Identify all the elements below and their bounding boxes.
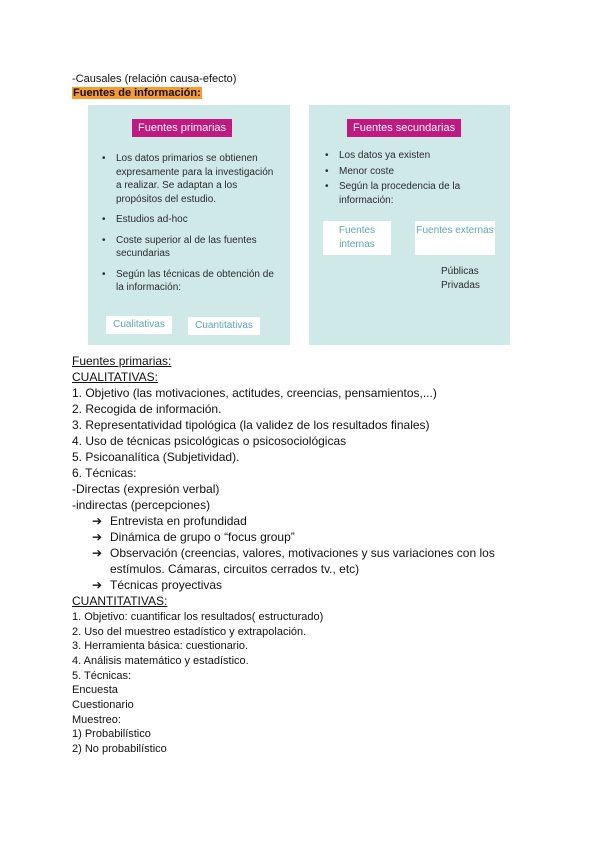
fuentes-heading-text: Fuentes de información: bbox=[73, 87, 201, 99]
cuant-item: 3. Herramienta básica: cuestionario. bbox=[72, 640, 249, 652]
cual-item: -indirectas (percepciones) bbox=[72, 498, 211, 512]
cuant-item: 2. Uso del muestreo estadístico y extrapolación. bbox=[72, 626, 307, 638]
causales-line: -Causales (relación causa-efecto) bbox=[72, 73, 237, 85]
technique-item bbox=[92, 513, 247, 529]
technique-text: Técnicas proyectivas bbox=[110, 578, 223, 592]
arrow-icon: ➔ bbox=[92, 530, 103, 544]
cuant-item: 4. Análisis matemático y estadístico. bbox=[72, 655, 249, 667]
technique-text: Observación (creencias, valores, motivaciones y sus variaciones con los bbox=[110, 546, 495, 560]
cualitativas-tag: Cualitativas bbox=[106, 316, 172, 334]
cual-item: 3. Representatividad tipológica (la validez de los resultados finales) bbox=[72, 418, 430, 432]
list-item: • Según las técnicas de obtención de la información: bbox=[100, 268, 278, 295]
primary-sources-title: Fuentes primarias bbox=[132, 119, 232, 137]
fuentes-internas-tag: Fuentes internas bbox=[323, 221, 391, 255]
list-item: • Coste superior al de las fuentes secundarias bbox=[100, 234, 278, 261]
fuentes-externas-tag: Fuentes externas bbox=[415, 221, 495, 255]
secondary-sources-title: Fuentes secundarias bbox=[347, 119, 461, 137]
cuantitativas-title: CUANTITATIVAS: bbox=[72, 594, 168, 608]
cuantitativas-tag: Cuantitativas bbox=[188, 317, 260, 335]
secondary-sources-panel bbox=[309, 105, 510, 345]
list-item: • Estudios ad-hoc bbox=[100, 213, 278, 227]
technique-text: Dinámica de grupo o “focus group” bbox=[110, 530, 295, 544]
primary-sources-panel bbox=[88, 105, 290, 345]
arrow-icon: ➔ bbox=[92, 546, 103, 560]
secondary-bullets bbox=[323, 149, 499, 214]
primary-bullets bbox=[100, 152, 278, 302]
technique-item bbox=[92, 577, 222, 593]
cuant-item: 5. Técnicas: bbox=[72, 670, 132, 682]
cual-item: -Directas (expresión verbal) bbox=[72, 482, 220, 496]
cual-item: 5. Psicoanalítica (Subjetividad). bbox=[72, 450, 240, 464]
cuant-item: Muestreo: bbox=[72, 714, 121, 726]
list-item: • Los datos ya existen bbox=[323, 149, 499, 163]
technique-text: Entrevista en profundidad bbox=[110, 514, 247, 528]
technique-item bbox=[92, 545, 495, 561]
list-item: • Menor coste bbox=[323, 165, 499, 179]
privadas-text: Privadas bbox=[441, 280, 480, 291]
arrow-icon: ➔ bbox=[92, 514, 103, 528]
cual-item: 1. Objetivo (las motivaciones, actitudes, creencias, pensamientos,...) bbox=[72, 386, 437, 400]
cual-item: 2. Recogida de información. bbox=[72, 402, 222, 416]
fuentes-heading bbox=[72, 87, 202, 100]
cuant-item: Cuestionario bbox=[72, 699, 134, 711]
cuant-item: 1) Probabilístico bbox=[72, 728, 151, 740]
cualitativas-title: CUALITATIVAS: bbox=[72, 370, 159, 384]
cual-item: 4. Uso de técnicas psicológicas o psicosociológicas bbox=[72, 434, 347, 448]
cuant-item: 2) No probabilístico bbox=[72, 743, 167, 755]
technique-continuation bbox=[110, 561, 359, 577]
publicas-text: Públicas bbox=[441, 266, 479, 277]
arrow-icon: ➔ bbox=[92, 578, 103, 592]
technique-text: estímulos. Cámaras, circuitos cerrados tv., etc) bbox=[110, 562, 360, 576]
list-item: • Según la procedencia de la información: bbox=[323, 180, 499, 207]
cuant-item: 1. Objetivo: cuantificar los resultados( estructurado) bbox=[72, 611, 324, 623]
cual-item: 6. Técnicas: bbox=[72, 466, 137, 480]
cuant-item: Encuesta bbox=[72, 684, 118, 696]
fuentes-primarias-title: Fuentes primarias: bbox=[72, 354, 172, 368]
list-item: • Los datos primarios se obtienen expresamente para la investigación a realizar. Se adaptan a los propósitos del estudio. bbox=[100, 152, 278, 206]
technique-item bbox=[92, 529, 295, 545]
